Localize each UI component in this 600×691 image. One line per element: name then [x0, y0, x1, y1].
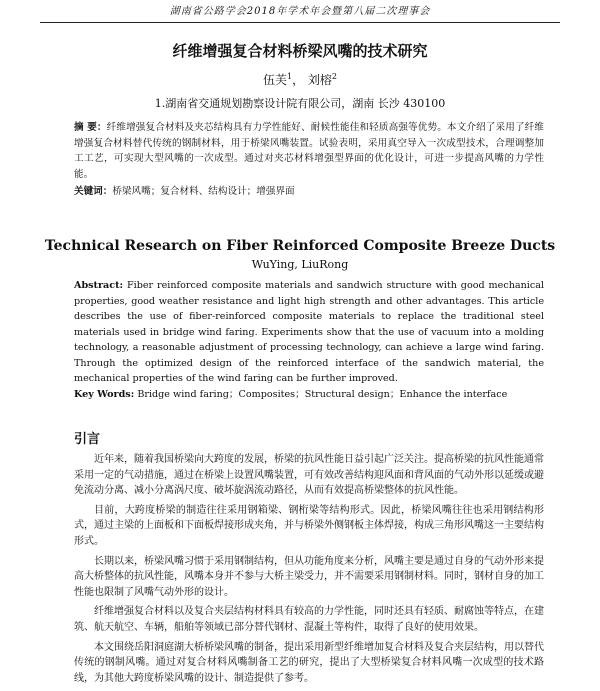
en-abstract-text: Fiber reinforced composite materials and sandwich structure with good mechanical properties, good weather resistance and light high strength and other advantages. This article describes the use of fiber-reinforced composite materials to replace the traditional steel materials used in bridge wind faring. Experiments show that the use of vacuum into a molding technology, a reasonable adjustment of processing technology, can achieve a large wind faring. Through the optimized design of the reinforced interface of the sandwich material, the mechanical properties of the wind faring can be further improved. — [74, 280, 544, 384]
cn-keywords-label: 关键词： — [74, 186, 113, 197]
body-text — [74, 452, 544, 690]
cn-keywords-text: 桥梁风嘴；复合材料、结构设计；增强界面 — [112, 186, 295, 197]
author-name: 刘榕 — [307, 73, 332, 87]
cn-title: 纤维增强复合材料桥梁风嘴的技术研究 — [172, 42, 428, 60]
author-name: 伍芙 — [262, 73, 287, 87]
cn-keywords — [74, 184, 544, 200]
cn-affiliation: 1.湖南省交通规划勘察设计院有限公司，湖南 长沙 430100 — [154, 97, 446, 110]
paragraph: 目前，大跨度桥梁的制造往往采用钢箱梁、钢桁梁等结构形式。因此，桥梁风嘴往往也采用钢结构形式，通过主梁的上面板和下面板焊接形成夹角，并与桥梁外侧钢板主体焊接，构成三角形风嘴这一主要结构形式。 — [74, 504, 544, 547]
paragraph: 纤维增强复合材料以及复合夹层结构材料具有较高的力学性能，同时还具有轻质、耐腐蚀等特点，在建筑、航天航空、车辆，船舶等领域已部分替代钢材、混凝土等构件，取得了良好的使用效果。 — [74, 606, 544, 633]
cn-abstract-label: 摘 要： — [74, 122, 107, 133]
en-authors: WuYing, LiuRong — [251, 258, 349, 271]
cn-abstract — [74, 120, 544, 182]
paragraph: 近年来，随着我国桥梁向大跨度的发展，桥梁的抗风性能日益引起广泛关注。提高桥梁的抗风性能通常采用一定的气动措施，通过在桥梁上设置风嘴装置，可有效改善结构迎风面和背风面的气动外形以延缓或避免流动分离、减小分离涡尺度、破坏旋涡流动路径，从而有效提高桥梁整体的抗风性能。 — [74, 454, 544, 497]
paragraph: 长期以来，桥梁风嘴习惯于采用钢制结构，但从功能角度来分析，风嘴主要是通过自身的气动外形来提高大桥整体的抗风性能，风嘴本身并不参与大桥主梁受力，并不需要采用钢制材料。同时，钢材自身的加工性能也限制了风嘴气动外形的设计。 — [74, 555, 544, 598]
en-title: Technical Research on Fiber Reinforced Composite Breeze Ducts — [44, 238, 556, 254]
en-abstract — [74, 278, 544, 402]
en-abstract-label: Abstract: — [74, 280, 124, 291]
cn-authors: 伍芙$^1$， 刘榕$^2$ — [262, 72, 338, 87]
running-header: 湖南省公路学会2018年学术年会暨第八届二次理事会 — [40, 2, 560, 23]
author-affil-mark: 2 — [331, 72, 338, 81]
en-keywords-label: Key Words: — [74, 388, 135, 400]
en-keywords-text: Bridge wind faring；Composites；Structural design；Enhance the interface — [137, 388, 508, 400]
author-affil-mark: 1 — [286, 72, 293, 81]
cn-abstract-text: 纤维增强复合材料及夹芯结构具有力学性能好、耐候性能佳和轻质高强等优势。本文介绍了采用了纤维增强复合材料替代传统的钢制材料，用于桥梁风嘴装置。试验表明，采用真空导入一次成型技术，合理调整加工工艺，可实现大型风嘴的一次成型。通过对夹芯材料增强型界面的优化设计，可进一步提高风嘴的力学性能。 — [74, 122, 545, 180]
paragraph: 本文围绕岳阳洞庭湖大桥桥梁风嘴的制备，提出采用新型纤维增加复合材料及复合夹层结构，用以替代传统的钢制风嘴。通过对复合材料风嘴制备工艺的研究，提出了大型桥梁复合材料风嘴一次成型的技术路线，为其他大跨度桥梁风嘴的设计、制造提供了参考。 — [74, 641, 544, 684]
section-title: 引言 — [74, 432, 101, 447]
